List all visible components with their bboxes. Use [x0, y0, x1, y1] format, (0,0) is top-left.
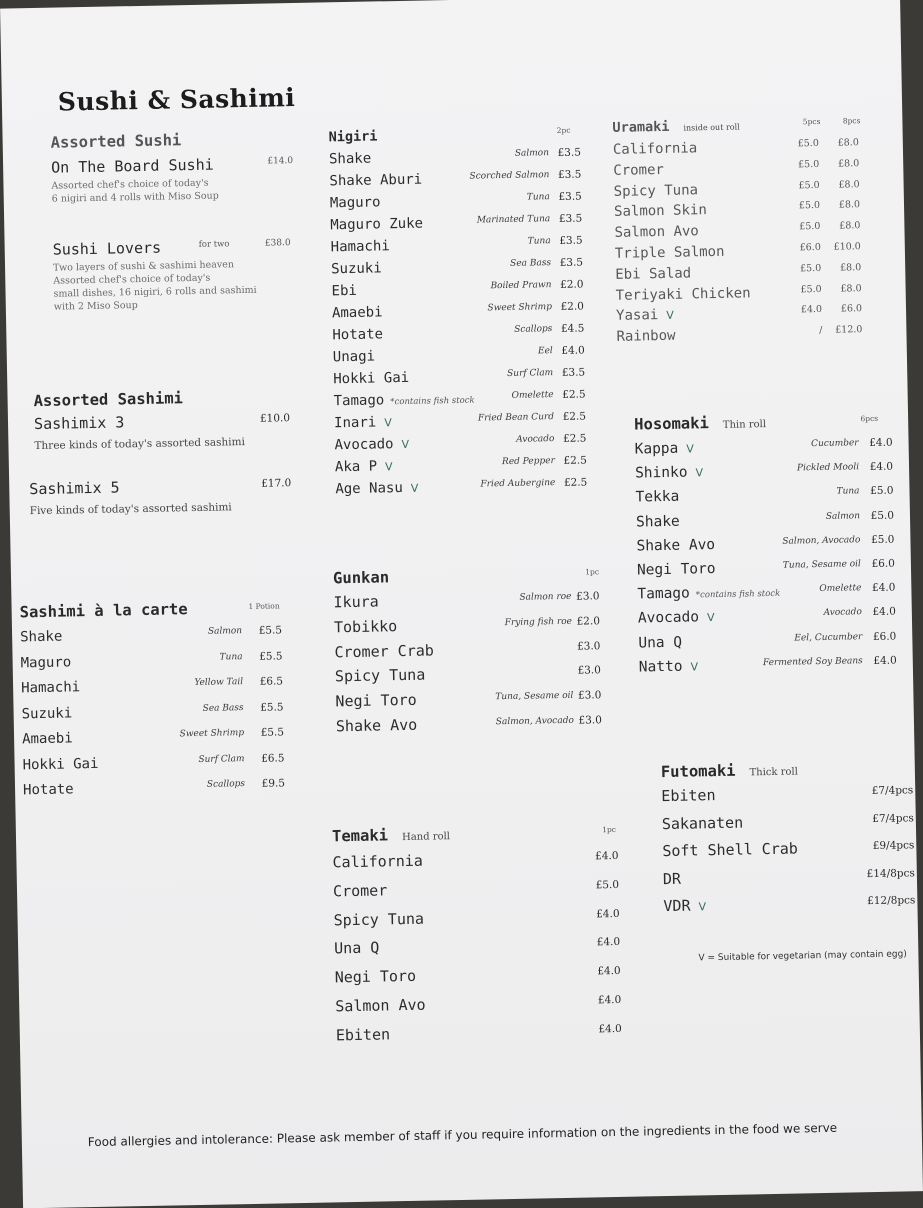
item-price: £5.0	[870, 484, 894, 498]
futomaki-section	[661, 757, 916, 923]
item-price-small: £6.0	[799, 241, 821, 254]
item-name: Avocado	[637, 609, 700, 627]
item-price: £3.0	[578, 714, 602, 727]
item-price: £4.0	[869, 436, 893, 450]
item-price: £2.5	[562, 432, 587, 445]
item-name: Spicy Tuna	[613, 181, 699, 200]
item-price: £2.5	[563, 476, 588, 489]
temaki-section	[332, 821, 636, 1054]
item-name: Salmon Skin	[613, 202, 707, 221]
item-description: Tuna	[836, 486, 860, 498]
item-name: Shake	[20, 628, 63, 646]
item-price: £2.0	[576, 615, 601, 628]
item-name: Natto	[638, 658, 683, 676]
item-price: £14/8pcs	[866, 866, 915, 880]
item-name: Unagi	[332, 348, 376, 366]
sashimi-carte-section	[19, 597, 291, 805]
item-price: £5.0	[595, 878, 620, 892]
item-price-large: £8.0	[839, 220, 861, 232]
item-description: Boiled Prawn	[490, 280, 552, 292]
item-description: Avocado	[823, 607, 862, 619]
item-name: Tobikko	[333, 616, 398, 637]
item-name: Suzuki	[21, 704, 73, 722]
item-name: Negi Toro	[334, 967, 417, 987]
item-name: Avocado	[334, 436, 394, 454]
item-description: Scallops	[514, 324, 553, 335]
item-price: £5.0	[870, 509, 895, 522]
item-price: £3.5	[558, 190, 582, 203]
item-price: £5.5	[258, 624, 283, 637]
sashimi-carte-list	[20, 621, 291, 805]
uramaki-heading: Uramaki	[612, 118, 670, 136]
column-header: 2pc	[556, 125, 571, 135]
item-description: Fried Aubergine	[480, 478, 556, 490]
item-price: £4.0	[597, 965, 621, 978]
item-price: £5.5	[260, 700, 284, 714]
item-description: Omelette	[819, 583, 862, 595]
item-name: Shake Avo	[335, 715, 418, 736]
item-price: £14.0	[267, 156, 294, 167]
item-price-small: £5.0	[799, 262, 822, 275]
vegetarian-mark: V	[690, 660, 699, 674]
item-price: £5.5	[260, 726, 285, 739]
item-name: Spicy Tuna	[334, 665, 426, 686]
item-price-small: £5.0	[797, 158, 820, 171]
item-price: £3.5	[557, 146, 582, 159]
assorted-sashimi-item	[29, 474, 292, 518]
item-name: Cromer	[613, 161, 665, 179]
item-price: £4.0	[596, 907, 620, 920]
item-description-2: Assorted chef's choice of today's	[53, 272, 211, 287]
item-description: Cucumber	[811, 438, 859, 450]
item-price: £2.5	[562, 410, 587, 423]
hosomaki-subtitle: Thin roll	[722, 419, 767, 431]
vegetarian-mark: V	[410, 481, 419, 495]
vegetarian-mark: V	[666, 309, 674, 323]
item-name: Hokki Gai	[22, 755, 99, 773]
item-description: Eel	[537, 346, 553, 357]
vegetarian-mark: V	[686, 442, 694, 456]
item-name: Tamago	[637, 585, 690, 603]
item-description: Sea Bass	[510, 258, 552, 269]
item-price-large: £8.0	[839, 261, 862, 274]
item-name: Triple Salmon	[614, 243, 725, 262]
item-price: £2.0	[560, 300, 585, 313]
item-name: Aka P	[334, 458, 378, 476]
list-item	[616, 321, 874, 347]
item-description: Scallops	[206, 779, 246, 790]
list-item	[335, 473, 599, 500]
item-price-small: £5.0	[799, 221, 821, 233]
assorted-sushi-item	[53, 235, 304, 314]
item-price: £17.0	[261, 477, 292, 490]
item-price: £3.5	[558, 212, 583, 225]
vegetarian-mark: V	[698, 900, 707, 914]
item-name: Shake	[635, 513, 680, 531]
item-name: Salmon Avo	[614, 223, 699, 242]
item-description-1: Two layers of sushi & sashimi heaven	[52, 259, 235, 274]
uramaki-section	[612, 112, 874, 347]
item-price-large: £10.0	[833, 241, 861, 253]
item-name: Shinko	[634, 464, 688, 482]
item-name: Ebiten	[335, 1025, 391, 1045]
item-price: £12/8pcs	[867, 894, 916, 908]
hosomaki-heading: Hosomaki	[634, 414, 709, 434]
item-name: Ebi	[331, 282, 358, 300]
item-name: Spicy Tuna	[333, 909, 425, 929]
item-description: Salmon roe	[519, 591, 572, 603]
item-price: £4.0	[594, 849, 619, 863]
item-description: Marinated Tuna	[476, 214, 551, 226]
item-name: Hotate	[332, 326, 384, 344]
column-header: 1 Potion	[248, 601, 280, 611]
gunkan-list	[333, 587, 614, 741]
item-description: Salmon, Avocado	[782, 534, 861, 547]
item-name: Suzuki	[330, 260, 382, 278]
item-price: £3.5	[561, 366, 586, 379]
temaki-list	[332, 847, 636, 1054]
list-item	[663, 891, 915, 923]
vegetarian-mark: V	[384, 460, 393, 474]
item-description: Tuna, Sesame oil	[782, 559, 862, 571]
item-price: £4.0	[871, 581, 896, 595]
item-price: £6.0	[871, 557, 896, 570]
item-description: Tuna	[219, 651, 243, 663]
item-price: £10.0	[259, 412, 291, 425]
nigiri-section	[328, 121, 599, 500]
item-price: £5.5	[259, 649, 283, 663]
item-price-large: £8.0	[838, 178, 860, 191]
item-price-large: £8.0	[837, 137, 859, 149]
item-description: Salmon	[207, 626, 243, 637]
item-price-small: £5.0	[798, 179, 820, 191]
item-name: Kappa	[634, 440, 679, 458]
item-price: £4.0	[872, 605, 896, 619]
item-price: £4.0	[597, 993, 622, 1007]
item-price: £5.0	[870, 533, 895, 546]
item-price-large: £8.0	[838, 199, 861, 211]
item-price-small: /	[819, 325, 823, 337]
temaki-subtitle: Hand roll	[401, 831, 451, 844]
list-item	[336, 711, 614, 741]
assorted-sushi-item	[51, 153, 302, 206]
item-description: Salmon	[825, 510, 861, 522]
gunkan-section	[333, 563, 614, 741]
item-description: Avocado	[516, 434, 555, 445]
list-item	[639, 651, 903, 680]
futomaki-subtitle: Thick roll	[749, 766, 799, 779]
item-price-large: £8.0	[840, 282, 862, 295]
item-name: Inari	[333, 414, 377, 432]
temaki-heading: Temaki	[331, 826, 389, 846]
item-name: DR	[662, 869, 682, 888]
assorted-sushi-section	[50, 129, 303, 314]
item-name: On The Board Sushi	[50, 155, 214, 177]
item-description: Sweet Shrimp	[179, 728, 245, 740]
item-name: Shake Aburi	[329, 171, 423, 190]
item-note: *contains fish stock	[695, 588, 781, 601]
item-description: Fermented Soy Beans	[762, 655, 863, 668]
item-name: Cromer	[332, 881, 388, 901]
item-description: Scorched Salmon	[469, 170, 550, 182]
item-description: Yellow Tail	[194, 677, 244, 689]
nigiri-heading: Nigiri	[328, 128, 378, 146]
sashimi-carte-heading: Sashimi à la carte	[19, 600, 188, 622]
item-price: £3.5	[559, 256, 584, 269]
item-description: Tuna, Sesame oil	[495, 690, 574, 703]
item-name: Cromer Crab	[334, 641, 434, 661]
item-description: Sweet Shrimp	[487, 302, 553, 314]
item-price: £7/4pcs	[872, 811, 914, 825]
item-description: Surf Clam	[198, 753, 245, 765]
item-price-small: £5.0	[797, 137, 819, 150]
item-description: Salmon	[514, 148, 550, 159]
item-description: Three kinds of today's assorted sashimi	[34, 436, 246, 453]
item-description: Salmon, Avocado	[495, 715, 574, 728]
item-price: £38.0	[264, 238, 291, 249]
item-price: £9.5	[261, 777, 286, 790]
item-description: Sea Bass	[202, 702, 244, 714]
item-description-1: Assorted chef's choice of today's	[51, 177, 209, 192]
item-price-small: £5.0	[798, 200, 821, 212]
item-name: Tekka	[635, 489, 680, 506]
item-name: Hamachi	[330, 238, 390, 256]
item-price-large: £8.0	[837, 157, 860, 170]
futomaki-list	[661, 781, 916, 923]
item-description-4: with 2 Miso Soup	[53, 300, 138, 313]
item-price: £2.0	[559, 278, 584, 291]
item-name: VDR	[663, 896, 691, 916]
hosomaki-section	[634, 409, 903, 680]
item-price-large: £6.0	[840, 303, 863, 315]
item-name: Rainbow	[616, 327, 676, 346]
item-name: Amaebi	[331, 304, 383, 322]
item-price: £4.0	[873, 654, 897, 667]
assorted-sashimi-item	[34, 409, 297, 453]
item-description: Eel, Cucumber	[794, 631, 863, 644]
item-name: Una Q	[334, 938, 380, 958]
assorted-sashimi-heading: Assorted Sashimi	[33, 389, 184, 411]
column-header-1: 5pcs	[802, 116, 821, 127]
vegetarian-mark: V	[706, 611, 715, 625]
item-name: Hotate	[22, 781, 74, 799]
item-note: *contains fish stock	[390, 395, 475, 408]
item-description: Pickled Mooli	[796, 462, 860, 474]
item-description: Surf Clam	[506, 368, 554, 379]
item-name: Ebiten	[661, 786, 716, 806]
item-name: Tamago	[333, 392, 385, 410]
item-name: Age Nasu	[335, 479, 403, 498]
column-header: 6pcs	[860, 413, 879, 424]
item-price: £7/4pcs	[871, 784, 914, 798]
item-price: £6.0	[872, 630, 897, 643]
item-price: £9/4pcs	[872, 839, 915, 853]
item-description: Tuna	[526, 192, 550, 203]
item-price-large: £12.0	[835, 324, 863, 336]
vegetarian-note: V = Suitable for vegetarian (may contain egg)	[698, 949, 907, 964]
item-price: £3.0	[577, 664, 602, 678]
assorted-sashimi-section	[29, 387, 297, 518]
item-name: Una Q	[638, 634, 683, 652]
item-price: £3.0	[577, 689, 602, 702]
page-title: Sushi & Sashimi	[57, 82, 296, 117]
item-price: £3.0	[575, 590, 600, 603]
item-price: £2.5	[562, 388, 586, 401]
item-price-small: £4.0	[800, 304, 823, 316]
item-name: Ebi Salad	[615, 265, 692, 283]
item-name: Shake Avo	[636, 536, 716, 555]
item-name: Hokki Gai	[333, 369, 410, 388]
item-price: £6.5	[259, 675, 284, 688]
item-name: Amaebi	[21, 730, 73, 748]
column-header: 1pc	[585, 567, 600, 577]
column-header: 1pc	[602, 824, 617, 835]
item-price: £4.0	[598, 1022, 622, 1036]
vegetarian-mark: V	[401, 437, 410, 452]
item-name: California	[612, 140, 698, 158]
item-name: Teriyaki Chicken	[615, 284, 751, 304]
futomaki-heading: Futomaki	[660, 761, 736, 782]
item-price: £3.5	[559, 234, 583, 247]
list-item	[336, 1019, 636, 1054]
list-item	[23, 774, 291, 805]
column-header-2: 8pcs	[842, 116, 861, 126]
item-name: Sakanaten	[661, 813, 744, 833]
item-name: Hamachi	[20, 679, 81, 697]
item-price: £4.0	[596, 936, 621, 949]
nigiri-list	[329, 143, 600, 500]
item-price: £3.5	[557, 168, 582, 181]
item-price: £4.0	[869, 460, 894, 474]
uramaki-subtitle: inside out roll	[683, 122, 740, 133]
allergy-footer: Food allergies and intolerance: Please ask member of staff if you require information on the ingredients in the food we serve	[87, 1120, 838, 1150]
item-name: Salmon Avo	[335, 995, 426, 1016]
item-price: £2.5	[563, 454, 587, 467]
hosomaki-list	[634, 433, 903, 680]
item-description: Red Pepper	[501, 456, 555, 468]
item-description-2: 6 nigiri and 4 rolls with Miso Soup	[51, 190, 219, 205]
item-name: Soft Shell Crab	[662, 839, 798, 861]
item-name: Sushi Lovers	[52, 238, 162, 259]
item-name: Sashimix 5	[29, 478, 120, 499]
item-name: Ikura	[333, 592, 379, 612]
item-description: Fried Bean Curd	[477, 412, 555, 424]
item-price: £3.0	[576, 639, 601, 653]
item-name: Maguro	[20, 653, 72, 671]
item-name: Negi Toro	[335, 690, 417, 711]
uramaki-list	[613, 134, 875, 347]
item-description: Tuna	[527, 236, 551, 247]
item-note: for two	[198, 239, 230, 250]
item-name: California	[332, 851, 424, 872]
item-price: £4.0	[561, 344, 585, 357]
item-description: Frying fish roe	[504, 616, 573, 628]
item-name: Yasai	[615, 307, 659, 325]
item-description: Five kinds of today's assorted sashimi	[29, 501, 232, 518]
item-name: Maguro	[329, 194, 381, 212]
item-name: Sashimix 3	[33, 413, 125, 434]
assorted-sushi-heading: Assorted Sushi	[50, 131, 182, 152]
item-price-small: £5.0	[800, 283, 822, 295]
item-description-3: small dishes, 16 nigiri, 6 rolls and sashimi	[53, 284, 257, 300]
item-name: Negi Toro	[636, 560, 716, 579]
gunkan-heading: Gunkan	[332, 568, 390, 588]
item-price: £6.5	[261, 751, 285, 765]
item-description: Omelette	[511, 390, 554, 401]
vegetarian-mark: V	[695, 466, 704, 480]
item-price: £4.5	[560, 322, 585, 335]
vegetarian-mark: V	[384, 416, 392, 430]
item-name: Maguro Zuke	[330, 215, 424, 234]
item-name: Shake	[328, 150, 372, 168]
